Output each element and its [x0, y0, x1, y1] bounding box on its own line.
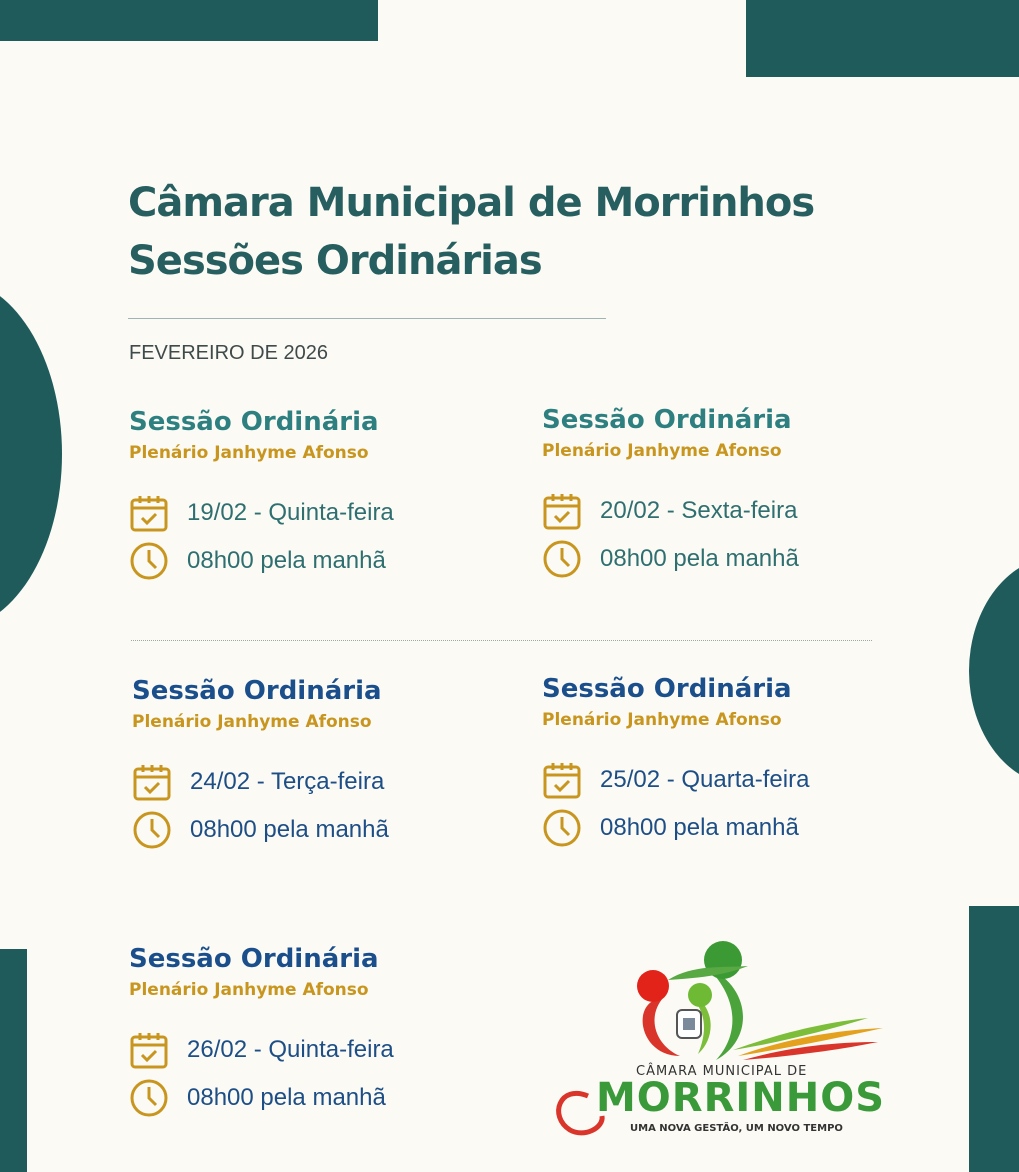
logo-top-text: CÂMARA MUNICIPAL DE: [636, 1064, 808, 1079]
decor-circle-right: [969, 556, 1019, 786]
session-time: 08h00 pela manhã: [187, 547, 386, 574]
session-card-1: [129, 405, 489, 583]
calendar-icon: [542, 760, 582, 800]
session-card-5: [129, 942, 489, 1120]
session-time: 08h00 pela manhã: [187, 1084, 386, 1111]
divider-middle: [131, 640, 872, 641]
session-date: 19/02 - Quinta-feira: [187, 499, 394, 526]
clock-icon: [542, 539, 582, 579]
session-date: 20/02 - Sexta-feira: [600, 497, 798, 524]
session-card-3: [132, 674, 492, 852]
session-venue: Plenário Janhyme Afonso: [542, 441, 782, 461]
session-venue: Plenário Janhyme Afonso: [132, 712, 372, 732]
calendar-icon: [542, 491, 582, 531]
calendar-icon: [129, 1030, 169, 1070]
clock-icon: [129, 541, 169, 581]
session-venue: Plenário Janhyme Afonso: [129, 443, 369, 463]
divider-top: [128, 318, 606, 319]
session-date: 26/02 - Quinta-feira: [187, 1036, 394, 1063]
session-title: Sessão Ordinária: [129, 944, 379, 974]
logo-tagline: UMA NOVA GESTÃO, UM NOVO TEMPO: [630, 1123, 843, 1134]
title-line-1: Câmara Municipal de Morrinhos: [128, 180, 815, 226]
session-date: 25/02 - Quarta-feira: [600, 766, 810, 793]
session-card-4: [542, 672, 902, 850]
decor-bar-bottom-left: [0, 949, 27, 1172]
session-time: 08h00 pela manhã: [600, 814, 799, 841]
logo-emblem: [637, 941, 883, 1060]
session-title: Sessão Ordinária: [132, 676, 382, 706]
decor-circle-left: [0, 278, 62, 630]
camara-morrinhos-logo: [538, 938, 888, 1143]
session-venue: Plenário Janhyme Afonso: [542, 710, 782, 730]
session-date: 24/02 - Terça-feira: [190, 768, 385, 795]
session-time: 08h00 pela manhã: [190, 816, 389, 843]
calendar-icon: [132, 762, 172, 802]
title-line-2: Sessões Ordinárias: [128, 238, 542, 284]
session-card-2: [542, 403, 902, 581]
session-time: 08h00 pela manhã: [600, 545, 799, 572]
clock-icon: [132, 810, 172, 850]
decor-bar-bottom-right: [969, 906, 1019, 1172]
page-title: [128, 174, 814, 290]
decor-bar-top-left: [0, 0, 378, 41]
decor-bar-top-right: [746, 0, 1019, 77]
session-venue: Plenário Janhyme Afonso: [129, 980, 369, 1000]
month-label: FEVEREIRO DE 2026: [129, 342, 328, 364]
logo-name: MORRINHOS: [596, 1075, 886, 1121]
session-title: Sessão Ordinária: [542, 674, 792, 704]
session-title: Sessão Ordinária: [542, 405, 792, 435]
clock-icon: [129, 1078, 169, 1118]
session-title: Sessão Ordinária: [129, 407, 379, 437]
clock-icon: [542, 808, 582, 848]
calendar-icon: [129, 493, 169, 533]
